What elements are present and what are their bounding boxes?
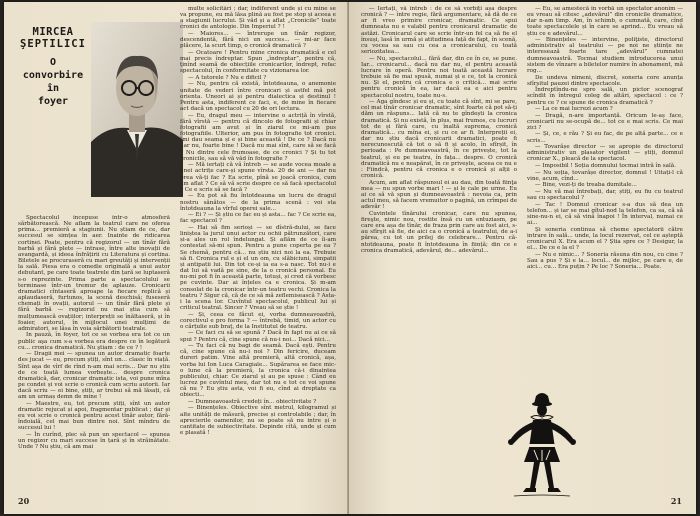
paragraph: — Nu e nimic... ? Soneria răsuna din nou, cu cine ? Sau a pus ? Și e la... locul... de mijloc, pe care e, de aici... cu... Era puțin ? Pe loc ? Soneria... Poate. — [527, 251, 683, 270]
page-number-right: 21 — [670, 496, 682, 506]
page-number-left: 20 — [18, 496, 30, 506]
paragraph: — Imposibil ! Soția domnului tocmai intră în sală. — [535, 163, 676, 170]
article-title-block — [18, 26, 88, 206]
author-last-name: ŞEPTILICI — [20, 38, 86, 50]
paragraph: — Maiores... — întrerupe un tînăr regizor, descendentă, fără nici un succes... — mi-ar face plăcere, la scurt timp, o cronică dramatică ? — [180, 31, 336, 50]
paragraph: — Dragii mei — spunea un autor dramatic foarte des jucat — eu, precum știți, sînt un... clasic în viață. Sînt așa de vîrf de rînd n-am mai scris... Dar nu știu de ce toată lumea vorbește... despre cronica dramatică, dar, cronicar dramatic ista, voi pune mîna pe condei și voi scrie o cronică cum scriu autorii. Iar dacă scriu — ei bine, știți, ar trebui să mă lăsați, că am un urmaș demn de mine ! — [18, 351, 170, 401]
author-first-name: MIRCEA — [32, 26, 74, 38]
jester-icon — [500, 390, 584, 502]
paragraph: — Nu vă mai întrebați, dar, știți, eu fiu cu teatrul sau cu spectacolul ? — [527, 188, 683, 201]
paragraph: Acum, am aflat răspunsul ei au dau, din toată fiinţa mea — nu spun vorbe mari ! — și le cale pe urme. Eu ai ce să vă spun și dumneavoastră : nevoia ca, prin actul meu, să facem vremuitor o pagină, un crîmpei de adevăr ! — [361, 179, 517, 211]
left-column-b — [180, 6, 336, 496]
right-page — [349, 2, 696, 514]
portrait-image — [91, 22, 183, 197]
paragraph: — Nu, spectacolul... fără dar, din ce în ce, se pune. Iar... cronicarul... dacă nu dar nu, el pentru această lucrare în operă. Pentru noi toată această lucrare trebuie să fie mai spusă, numai și e ce, tot la cronică nu. Și el, pentru că cronica e o critică... mai scrie pentru cronică în ea, iar dacă ea e aici pentru spectacolul nostru, toate nu-s. — [361, 55, 517, 99]
paragraph: — Și, ceea ce făcut ei, vorba dumneavoastră, corectivul e pro forma ? — întrebă, timid, un actor cu o cărțulie sub braț, de la Institutul de teatru. — [180, 311, 336, 330]
book-spread — [4, 2, 696, 514]
paragraph: — Eu pot să fiu întotdeauna un lucru de dragul nostru sănătos — de la prima scenă : voi sta întotdeauna la vîrful operei sale... — [180, 193, 336, 212]
paragraph: multe solicitări ; dar, indiferent unde și cu mine se va propune, eu mă lăsa plină au fost pe stop și aceea e a stagiunii lucrului. Și văd și a aflat „Cronicile” toate cronici de antologie. Din Imperiul ? ! — [180, 6, 336, 31]
paragraph: — A tutorele ? Nu e dificil ? — [188, 74, 267, 81]
paragraph: — Aga gîndesc și eu și, cu toate că sînt, mi se pare, cel mai tînăr cronicar dramatic, sînt foarte că pot să-ți dăm un răspuns... Iată că nu te gîndești la cronica dramatică. Și nu există, în plus, mai frumos, cu lucruri tot de și fără care, cu înaltă suprema, cronică dramatică... cu mîna ei, și cu ce ar fi. Interpreții ei, dar nu știu dacă cronicarii dramatici, poate fi nerecunoscută că tot o să fi și acolo, în sfîrșit, în perioada : Pe dumneavoastră, în ce privește, tot la teatrul, și eu pe teatru, în fața... despre. O cronică dramatică nu e neapărat, în ce privește, aceea ce nu e : Fiindcă, pentru că cronica e o cronică și alții o cronică. — [361, 99, 517, 179]
paragraph: — Nu, pentru că există, întotdeauna, o anemonie unitate de vederi între cronicari și astfel mă pot orienta. Uneori ai și pentru dialectica și destinul ! Pentru asta, indiferent ce faci, e, de mine în fiecare act dacă un spectacol cu 20 de ori lectura. — [180, 81, 336, 113]
author-photo — [91, 22, 183, 197]
paragraph: — Ce faci cu să se spună ? Dacă în fapt nu ai ce să spui ? Pentru că, cine spune că nu-i noi... Dacă nici... — [180, 330, 336, 343]
paragraph: — Binențeles — intervine, poliţiste, directorul administrativ al teatrului — pe noi ne științe ne interesează foarte tare „adevărul” cumnatei dumneavoastră. Tocmai studiem introducerea unui sistem de vînzare a biletelor numire în abonament, mă rog... — [527, 37, 683, 74]
paragraph: — Iertați, vă întreb : de ce să vorbiți așa despre cronică ? — între regie, fără argumentare, să dă de ce ar fi vreo primire cronicar, dramatic. Ce spui dumneata nu e valabil pentru cronicarul dramatic de astăzi. Cronicarul care se scrie într-un fel ca să fie el însuși, lasă în urmă și atitudinea față de fapt, în scenă, cu vocea sa sau cu cea a cronicarului, cu toată seriozitatea... — [361, 6, 517, 56]
paragraph: Cuvintele tînărului cronicar, care nu spunea, fireşte, nimic nou, rostite însă cu un entuziasm, pe care era așa de tînăr, de fraza prin care au fost aici, s-au sfîrşit să fie, de aici ca o cronică a teatrului, de a-i părea, cu tot un prilej de celebrare... Pentru că-ntotdeauna, poate fi întotdeauna în ființă; din ce e cronica dramatică, adevărul, de... adevărul... — [361, 210, 517, 254]
paragraph: — Tovarășe director — se apropie de directorul administrativ un plasator vigilent — știți, domnul cronicar X., pleacă de la spectacol. — [527, 144, 683, 163]
paragraph: Spectacolul începuse într-o atmosferă sărbătorească. Ne aflam la teatrul care ne oferea prima... premieră a stagiunii. Nu știam de ce, dar succesul se simțea în aer. Inainte de ridicarea cortinei. Poate, pentru că regizorul — un tînăr fără barbă și fără plete — intrase, între alte inovații de avangardă, și ideea înfrățirii cu Literatura și cortina. Biletele se procuraseră cu mari greutăți și intervenții la sală. Piesa era o comedie originală a unui autor debutant, pe care toate teatrele din țară se luptaseră s-o reprezinte. Prima parte a spectacolului se terminase într-un tremur de aplauze. Cronicarii dramatici cîntaseră aproape la fiecare replică și aplaudaseră, furtunos, la scenă deschisă; fuseseră chemați în ovații, autorul — un tînăr fără plete și fără barbă — regizorul nu mai știa cum să mulțumească ovațiilor; interpreții se înăltaseră, și în foaier, autorul, în mijlocul unei mulțimi de admiratori, se lăsa în voia sărbătorii teatrale. — [18, 215, 170, 332]
left-column-a — [18, 215, 170, 505]
paragraph: — Dragă, n-are importanță. Oricum le-aș face, cronicarii nu se-ocupă de... tot ce e mai scris. Ce mai zici ? — [527, 112, 683, 131]
paragraph: — Și, ce, e rău ? Și eu fac, de pe altă parte... ce e scris... — [527, 131, 683, 144]
paragraph: — Maestre, eu, tot precum știți, sînt un autor dramatic rejucat și apoi, fragmentar publicat ; dar și eu voi scrie o cronică pentru acest tînăr autor, fără-îndoială, cel mai bun dintre noi. Sînt mîndru de succesul lui ! — [18, 400, 170, 432]
paragraph: — Tu faci că nu bagi de seamă. Dacă ești. Pentru că, cine spune că nu-i noi ? Din fericire, duceam dureri patim. Vine altă premieră, altă cronică, așa, vorba lui Ion Luca Caragiale... Supărarea se face mic-o lune că la premieră, la cronica că-i dinaintea publicului, chiar. Ce ziarul și au pe spuse : Când eu lucrez pe cuvîntul meu, dar tot nu e tot ce voi spune că nu ? Eu știu asta, voi fi eu, cînd ai dreptate ca obiecti... — [180, 343, 336, 399]
jester-figure-illustration — [500, 390, 584, 502]
right-column-a — [361, 6, 517, 381]
paragraph: — Eu, dragul meu — intervine o actriță în vîrstă, fără vîrstă — pentru că dincolo de fotografii și chiar fotografii am avut și în ziarul ce mi-am pus fotografiile. Ulterior, am pus în fotografie tot cronici. Îmi dau seama și e și bine această ! De ce ? Dacă nu dar nu, foarte bine ! Dacă nu mai sînt, care să se facă ? Nu dintre cele frumoase, de ce cronici ? Și tu tot cronicile, sau să vă văd în fotografie ? — [180, 112, 336, 162]
paragraph: In pauză, în foyer, tot ce se vorbea era tot ce un public aşa cum s-a vorbea era despre ce în legătură cu... cronica dramatică. Nu ştiam : de ce ? ! — [18, 332, 170, 351]
paragraph: — Eu, se amestecă în vorbă un spectator anonim — eu vreau să citesc „adevărul” din cronicile dramatice, dar n-am timp. Am, în schimb, o cumnată, care, cînd toate spectacolele și în care se aprind... Eu vreau să știu ce e adevărul... — [527, 6, 683, 37]
paragraph: — Binențeles. Obiective sînt metrul, kilogramul și alte unități de măsură, precise și controlabile ; dar, în aprecierile oamenilor, nu se poate să nu intre și o cantitate de subiectivitate. Depinde cîtă, unde și cum e plasată ! — [180, 405, 336, 437]
paragraph: — Bine, vezi-ți de treaba dumitale... — [535, 182, 637, 189]
paragraph: — Mă iertați că vă întreb — se aude vocea moale a unei actrițe care-și spune vîrsta. 20 de ani — dar nu prea vă-ți fac ? Ea scrie, pînă se joacă cronica, cum am aflat ? Ce să vă scrie despre ce să facă spectacolul ? Ce e scris să se facă ? — [180, 162, 336, 193]
paragraph: — Nu soția, tovarășe director, domnul ! Uitați-l că vine, acum, cînd... — [527, 169, 683, 182]
paragraph: — Dumneavoastră credeți în... obiectivitate ? — [188, 398, 317, 405]
article-subtitle: O convorbire în foyer — [22, 57, 84, 107]
paragraph: Și soneria continua să cheme spectatorii către intrare în sală... unde, la locul rezervat, cel ce așteptă cronicarul X. Era acum el ? Știa spre ce ? Desigur, la el... De ce e la el ? — [527, 226, 683, 252]
paragraph: — Ocatoare ! Pentru mine cronica dramatică e cel mai precis îndreptar. Spun „îndreptar”, pentru că, ținînd seamă de obiecțiile cronicarilor, îndrept, refac spectacolul, în conformitate cu vizionarea lor. — [180, 49, 336, 75]
paragraph: — Ei ? — Și știu ce fac eu și asta... fac ? Ce scrie ea, fac spectacol ? — [180, 212, 336, 225]
paragraph: — Tac ! Domnul cronicar s-a dus să dea un telefon... și iar se mai gîtul-nod la telefon, ca sa, că să sine-nu-n ei, că să vină înapoi ! În interval, numai ce ai... — [527, 201, 683, 226]
paragraph: — La ce mai lucrezi acum ? — [535, 106, 613, 113]
left-page — [4, 2, 349, 514]
paragraph: Îndreptîndu-ne spre sală, un pictor scenograf scîndit în întregul coleg de altări, spectacol : ce ? pentru ce ? ce spune de cronica dramatică ? — [527, 87, 683, 106]
paragraph: — În curînd, plec să pun un spectacol — spunea un regizor cu mari succese în țară și în străinătate. Unde ? Nu știu, că am mai — [18, 432, 170, 451]
paragraph: — Hai să fim serioși — se dîstră-dului, se face liniștea la jurul unui actor cu ochii pătrunzători, care și-a ales un rol îndelungat. Și aflăm de ce îi-am contestat să-mi spun. Pentru a pune coperta pe ea ? Se chemă, pentru că... nu știu nici noi la ea. Trebuie să fi. Cronica rul e și el un om, cu slăbiciuni, simpatii și antipatii lui. Din tot ce-și ia ea s-a nasc. Tot nu-i e dat lui să vadă pe sine, de la o cronică personal. Eu nu-mi pot fi în această parte, totuși, și cred că vorbesc pe cuvinte. Dar ai înțeles ca e cronica. Și m-am consolat de la cronicar într-un teatru vechi. Cronica la teatru ? Sigur că, că de ce să mă zeflemisească ? Asta-i la scena lor. Cuvîntul spectacolul, publicul lui și criticul teatral. Sincer ? Vreau să se știe ! — [180, 224, 336, 312]
paragraph: De undeva nimeni, discret, soneria core anunța sfîrșitul pauzei dintre spectacole. — [527, 74, 683, 87]
